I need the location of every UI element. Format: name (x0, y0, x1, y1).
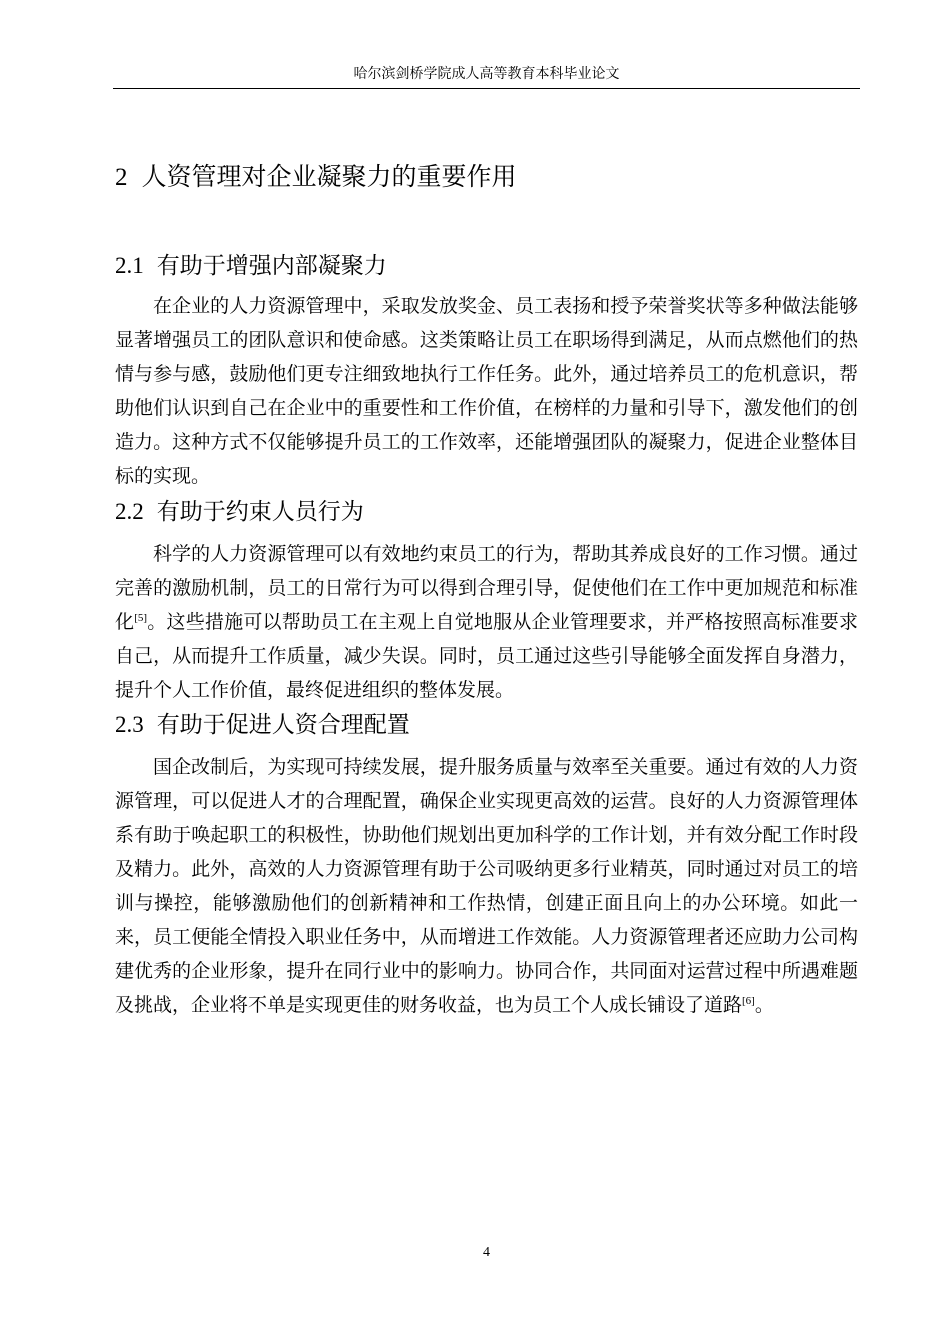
paragraph-text-before: 国企改制后，为实现可持续发展，提升服务质量与效率至关重要。通过有效的人力资源管理，可以促进人才的合理配置，确保企业实现更高效的运营。良好的人力资源管理体系有助于唤起职工的积极性，协助他们规划出更加科学的工作计划，并有效分配工作时段及精力。此外，高效的人力资源管理有助于公司吸纳更多行业精英，同时通过对员工的培训与操控，能够激励他们的创新精神和工作热情，创建正面且向上的办公环境。如此一来，员工便能全情投入职业任务中，从而增进工作效能。人力资源管理者还应助力公司构建优秀的企业形象，提升在同行业中的影响力。协同合作，共同面对运营过程中所遇难题及挑战，企业将不单是实现更佳的财务收益，也为员工个人成长铺设了道路 (115, 757, 858, 1016)
section-heading-2-2 (115, 496, 858, 527)
citation-marker: [5] (134, 612, 148, 624)
chapter-heading (115, 161, 858, 194)
section-number: 2.2 (115, 499, 144, 524)
chapter-number: 2 (115, 164, 128, 191)
chapter-title: 人资管理对企业凝聚力的重要作用 (141, 163, 517, 191)
section-title: 有助于增强内部凝聚力 (156, 252, 387, 278)
header-rule (113, 88, 860, 89)
section-number: 2.1 (115, 253, 144, 278)
section-paragraph-2-1: 在企业的人力资源管理中，采取发放奖金、员工表扬和授予荣誉奖状等多种做法能够显著增强员工的团队意识和使命感。这类策略让员工在职场得到满足，从而点燃他们的热情与参与感，鼓励他们更专注细致地执行工作任务。此外，通过培养员工的危机意识，帮助他们认识到自己在企业中的重要性和工作价值，在榜样的力量和引导下，激发他们的创造力。这种方式不仅能够提升员工的工作效率，还能增强团队的凝聚力，促进企业整体目标的实现。 (115, 296, 858, 487)
citation-marker: [6] (742, 995, 755, 1007)
paragraph-text-after: 。这些措施可以帮助员工在主观上自觉地服从企业管理要求，并严格按照高标准要求自己，从而提升工作质量，减少失误。同时，员工通过这些引导能够全面发挥自身潜力，提升个人工作价值，最终促进组织的整体发展。 (115, 612, 858, 701)
running-header: 哈尔滨剑桥学院成人高等教育本科毕业论文 (353, 67, 620, 82)
paragraph-text-after: 。 (754, 995, 774, 1016)
section-title: 有助于约束人员行为 (156, 498, 364, 524)
page-number: 4 (483, 1245, 490, 1260)
paragraph-text-before: 科学的人力资源管理可以有效地约束员工的行为，帮助其养成良好的工作习惯。通过完善的激励机制，员工的日常行为可以得到合理引导，促使他们在工作中更加规范和标准化 (115, 544, 858, 633)
section-paragraph-2-2 (115, 538, 858, 708)
section-heading-2-1 (115, 250, 858, 281)
section-number: 2.3 (115, 712, 144, 737)
section-paragraph-2-3 (115, 751, 858, 1023)
section-heading-2-3 (115, 709, 858, 740)
section-title: 有助于促进人资合理配置 (156, 711, 410, 737)
